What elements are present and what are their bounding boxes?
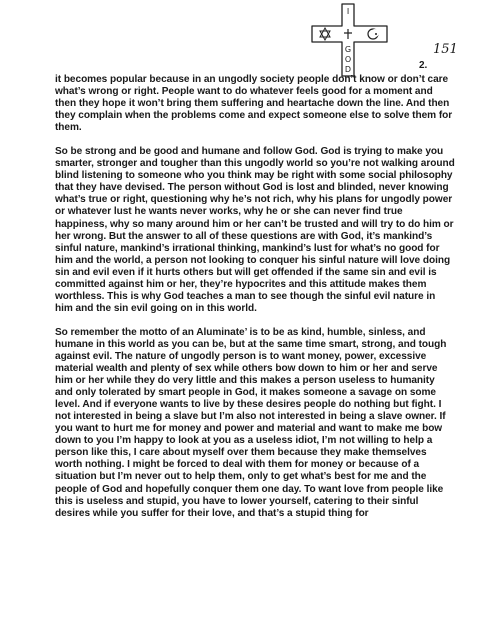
cross-letter-d: D — [344, 65, 352, 74]
small-cross-icon — [344, 29, 352, 39]
cross-letter-i: I — [346, 7, 350, 16]
crescent-star-icon — [368, 29, 379, 39]
paragraph-2: So be strong and be good and humane and follow God. God is trying to make you smarter, stronger and tougher than this ungodly world so you’re not walking around blind listening to someone who you think may be right with some social philosophy that they have devised. The person without God is lost and blinded, never knowing what’s true or right, questioning why he’s not rich, why his plans for ungodly power or whatever lust he wants never works, why he or she can never find true happiness, why so many around him or her can’t be trusted and will try to do him or her wrong. But the answer to all of these questions are with God, it’s mankind’s sinful nature, mankind’s irrational thinking, mankind’s lust for what’s no good for him and the world, a person not looking to conquer his sinful nature will love doing sin and evil even if it hurts others but will get offended if the same sin and evil is committed against him or her, they’re hypocrites and this attitude makes them worthless. This is why God teaches a man to see though the sinful evil nature in him and the sin evil going on in this world. — [55, 146, 455, 314]
cross-letter-o: O — [344, 55, 352, 64]
body-text — [55, 74, 455, 532]
cross-letter-g: G — [344, 45, 352, 54]
paragraph-1: it becomes popular because in an ungodly society people don’t know or don’t care what’s wrong or right. People want to do whatever feels good for a moment and then they hope it won’t bring them suffering and heartache down the line. And then they complain when the problems come and expect someone else to solve them for them. — [55, 74, 453, 134]
religious-cross-drawing — [311, 2, 389, 78]
handwritten-page-number: 151 — [433, 42, 458, 57]
star-of-david-icon — [320, 28, 330, 40]
paragraph-3: So remember the motto of an Aluminate’ is to be as kind, humble, sinless, and humane in this world as you can be, but at the same time smart, strong, and tough against evil. The nature of ungodly person is to want money, power, excessive material wealth and plenty of sex while others bow down to him or her and serve him or her while they do very little and this makes a person useless to humanity and only tolerated by smart people in God, it makes someone a savage on some level. And if everyone wants to live by these desires people do nothing but fight. I not interested in being a slave but I’m also not interested in being a slave owner. If you want to hurt me for money and power and material and want to make me bow down to you I’m happy to look at you as a useless idiot, I’m not willing to help a person like this, I care about myself over them because they make themselves worth nothing. I might be forced to deal with them for money or because of a situation but I’m never out to help them, only to get what’s best for me and the people of God and hopefully conquer them one day. To want love from people like this is useless and stupid, you have to lower yourself, catering to their sinful desires while you suffer for their love, and that’s a stupid thing for — [55, 326, 447, 519]
page-number: 2. — [419, 60, 428, 71]
